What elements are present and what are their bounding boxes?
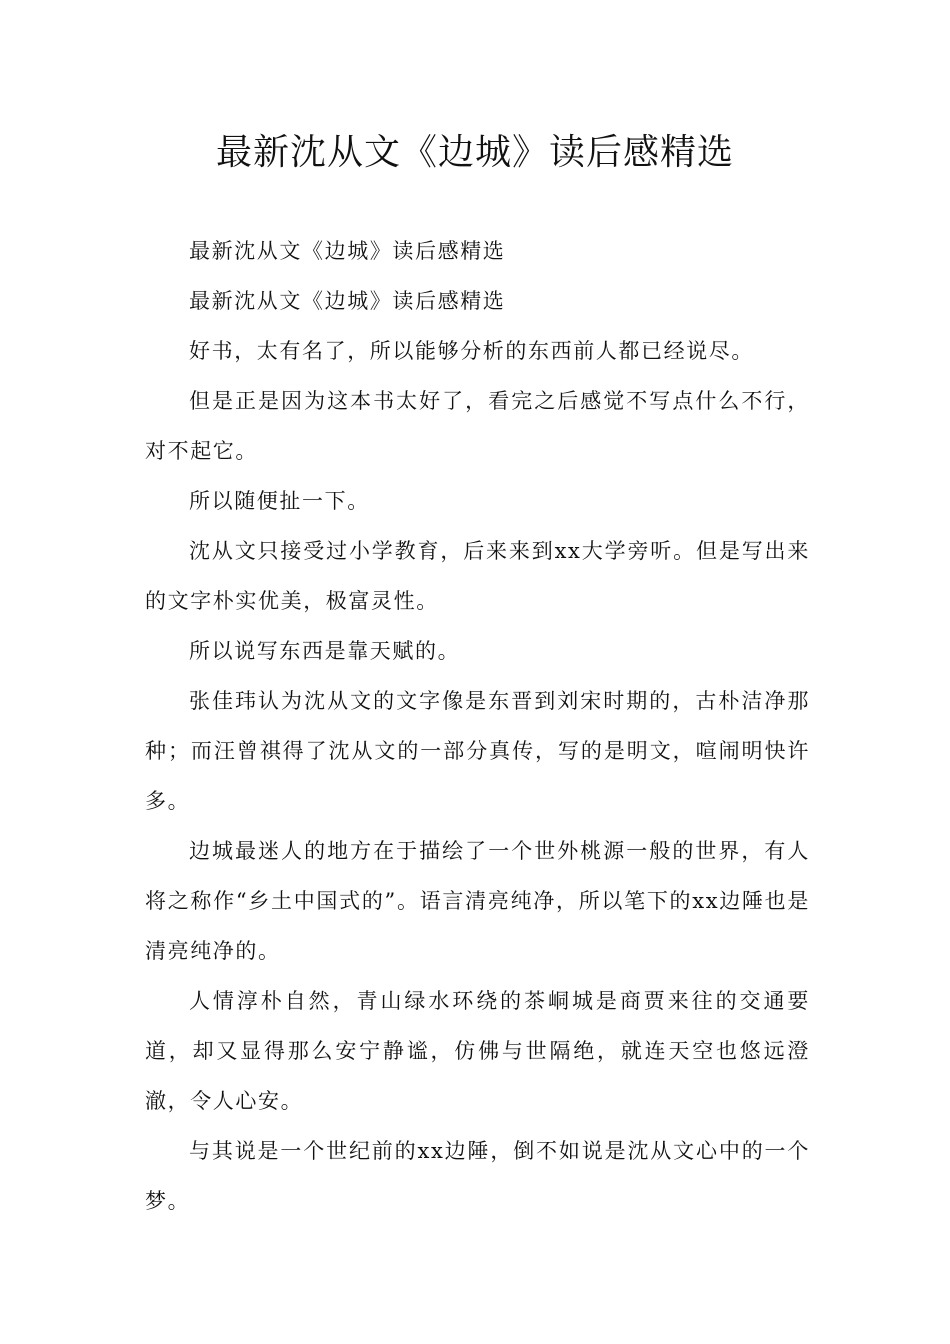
paragraph: 但是正是因为这本书太好了，看完之后感觉不写点什么不行，对不起它。 [145,389,810,463]
paragraph: 与其说是一个世纪前的xx边陲，倒不如说是沈从文心中的一个梦。 [145,1139,810,1213]
document-title: 最新沈从文《边城》读后感精选 [215,132,734,173]
paragraph: 好书，太有名了，所以能够分析的东西前人都已经说尽。 [189,339,754,363]
document-body [145,226,810,1226]
paragraph: 沈从文只接受过小学教育，后来来到xx大学旁听。但是写出来的文字朴实优美，极富灵性。 [145,539,810,613]
paragraph-subtitle-2: 最新沈从文《边城》读后感精选 [189,289,506,313]
paragraph: 张佳玮认为沈从文的文字像是东晋到刘宋时期的，古朴洁净那种；而汪曾祺得了沈从文的一部分真传，写的是明文，喧闹明快许多。 [145,689,810,813]
paragraph-subtitle-1: 最新沈从文《边城》读后感精选 [189,239,506,263]
paragraph: 人情淳朴自然，青山绿水环绕的茶峒城是商贾来往的交通要道，却又显得那么安宁静谧，仿佛与世隔绝，就连天空也悠远澄澈，令人心安。 [145,989,810,1113]
paragraph: 所以说写东西是靠天赋的。 [189,639,461,663]
paragraph: 边城最迷人的地方在于描绘了一个世外桃源一般的世界，有人将之称作“乡土中国式的”。语言清亮纯净，所以笔下的xx边陲也是清亮纯净的。 [145,839,810,963]
paragraph: 所以随便扯一下。 [189,489,370,513]
